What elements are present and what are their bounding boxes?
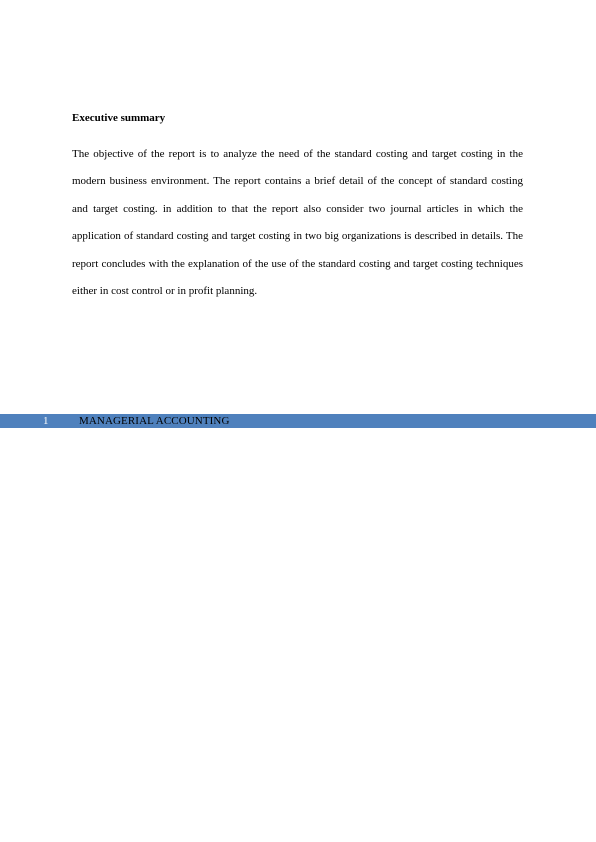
section-heading: Executive summary: [72, 112, 166, 124]
running-header-title: MANAGERIAL ACCOUNTING: [79, 415, 230, 427]
page-number: 1: [43, 415, 49, 427]
page-header-band: [0, 414, 596, 428]
summary-paragraph: The objective of the report is to analyze the need of the standard costing and target costing in the modern business environment. The report contains a brief detail of the concept of standard costing and target costing. in addition to that the report also consider two journal articles in which the application of standard costing and target costing in two big organizations is described in details. The report concludes with the explanation of the use of the standard costing and target costing techniques either in cost control or in profit planning.: [72, 148, 523, 298]
